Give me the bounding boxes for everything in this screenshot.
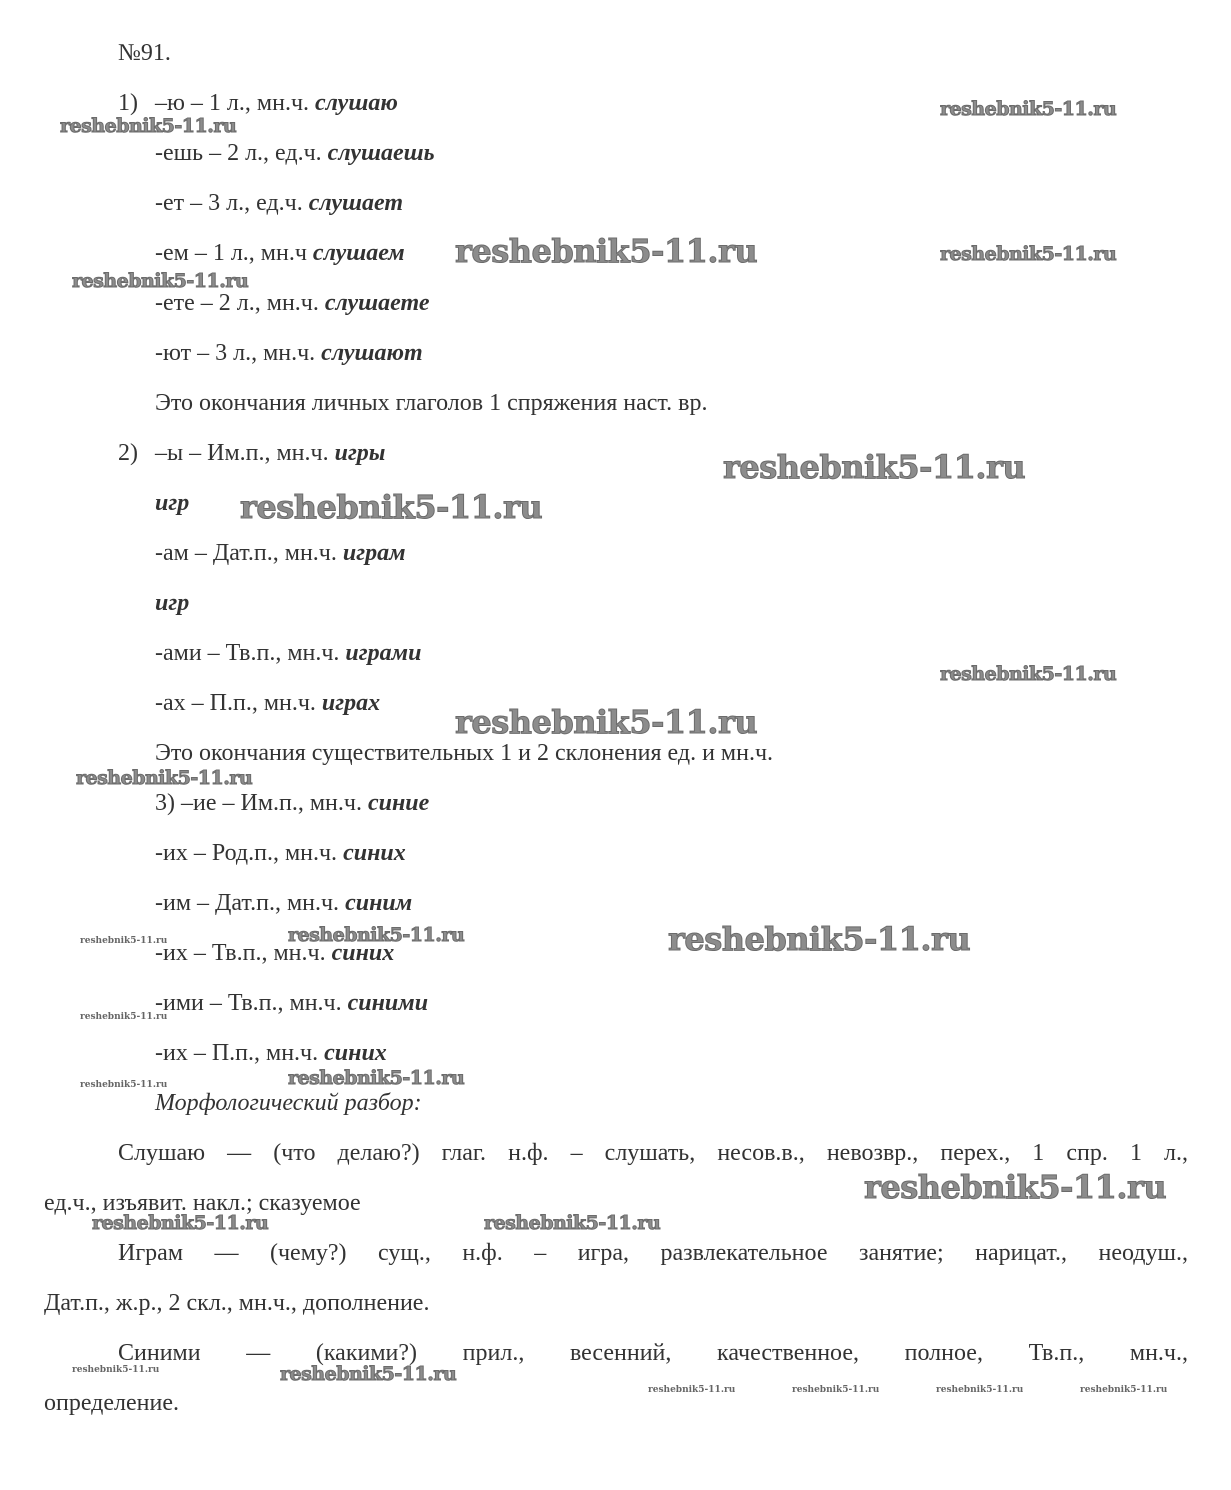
row <box>155 1038 387 1068</box>
word: слушаете <box>324 290 430 316</box>
row <box>155 288 430 318</box>
watermark: reshebnik5-11.ru <box>72 270 249 292</box>
watermark: reshebnik5-11.ru <box>240 488 543 526</box>
watermark: reshebnik5-11.ru <box>80 1012 168 1022</box>
ending: -им – Дат.п., мн.ч. <box>155 890 340 916</box>
morph-p2-line2: Дат.п., ж.р., 2 скл., мн.ч., дополнение. <box>44 1290 430 1316</box>
row <box>155 138 435 168</box>
row <box>155 538 406 568</box>
watermark: reshebnik5-11.ru <box>864 1168 1167 1206</box>
watermark: reshebnik5-11.ru <box>92 1212 269 1234</box>
section1-conclusion: Это окончания личных глаголов 1 спряжения наст. вр. <box>155 390 708 416</box>
ending: –ы – Им.п., мн.ч. <box>155 440 329 466</box>
morph-p3-line2: определение. <box>44 1390 180 1416</box>
word: синим <box>345 890 413 916</box>
word: игр <box>155 590 190 616</box>
morph-p1-line2: ед.ч., изъявит. накл.; сказуемое <box>44 1190 361 1216</box>
watermark: reshebnik5-11.ru <box>280 1363 457 1385</box>
row <box>155 338 423 368</box>
row <box>155 638 421 668</box>
ending: -ет – 3 л., ед.ч. <box>155 190 303 216</box>
ending: –ие – Им.п., мн.ч. <box>181 790 362 816</box>
ending: -ют – 3 л., мн.ч. <box>155 340 316 366</box>
word: слушает <box>308 190 404 216</box>
ending: -ете – 2 л., мн.ч. <box>155 290 319 316</box>
ending: -ем – 1 л., мн.ч <box>155 240 307 266</box>
watermark: reshebnik5-11.ru <box>288 1067 465 1089</box>
watermark: reshebnik5-11.ru <box>940 663 1117 685</box>
watermark: reshebnik5-11.ru <box>288 924 465 946</box>
row <box>155 188 403 218</box>
ending: -их – П.п., мн.ч. <box>155 1040 319 1066</box>
row <box>155 838 406 868</box>
watermark: reshebnik5-11.ru <box>940 98 1117 120</box>
morph-p1-line1: Слушаю — (что делаю?) глаг. н.ф. – слушать, несов.в., невозвр., перех., 1 спр. 1 л., <box>118 1140 1188 1166</box>
row <box>155 688 380 718</box>
watermark: reshebnik5-11.ru <box>723 448 1026 486</box>
word: синих <box>324 1040 387 1066</box>
watermark: reshebnik5-11.ru <box>484 1212 661 1234</box>
word: синих <box>343 840 406 866</box>
word: играм <box>342 540 406 566</box>
watermark: reshebnik5-11.ru <box>792 1385 880 1395</box>
word: слушают <box>321 340 423 366</box>
word: синих <box>331 940 395 966</box>
row <box>155 588 189 618</box>
ending: -их – Тв.п., мн.ч. <box>155 940 326 966</box>
section2-marker: 2) <box>118 440 138 466</box>
word: слушаю <box>315 90 398 116</box>
word: игры <box>334 440 386 466</box>
morph-p3-line1: Синими — (какими?) прил., весенний, качественное, полное, Тв.п., мн.ч., <box>118 1340 1188 1366</box>
row <box>155 238 405 268</box>
watermark: reshebnik5-11.ru <box>80 1080 168 1090</box>
word: слушаешь <box>327 140 435 166</box>
watermark: reshebnik5-11.ru <box>648 1385 736 1395</box>
watermark: reshebnik5-11.ru <box>1080 1385 1168 1395</box>
row <box>155 788 429 818</box>
section3-marker: 3) <box>155 790 175 816</box>
morph-heading: Морфологический разбор: <box>155 1090 422 1116</box>
watermark: reshebnik5-11.ru <box>76 767 253 789</box>
word: синие <box>367 790 430 816</box>
ending: –ю – 1 л., мн.ч. <box>155 90 310 116</box>
ending: -их – Род.п., мн.ч. <box>155 840 338 866</box>
morph-p2-line1: Играм — (чему?) сущ., н.ф. – игра, развлекательное занятие; нарицат., неодуш., <box>118 1240 1188 1266</box>
row <box>155 988 428 1018</box>
word: слушаем <box>312 240 405 266</box>
ending: -ами – Тв.п., мн.ч. <box>155 640 340 666</box>
ending: -ими – Тв.п., мн.ч. <box>155 990 342 1016</box>
section1-marker: 1) <box>118 90 138 116</box>
watermark: reshebnik5-11.ru <box>455 232 758 270</box>
word: игр <box>155 490 190 516</box>
ending: -ам – Дат.п., мн.ч. <box>155 540 337 566</box>
word: играх <box>321 690 381 716</box>
row <box>155 88 398 118</box>
watermark: reshebnik5-11.ru <box>936 1385 1024 1395</box>
exercise-number: №91. <box>118 40 171 66</box>
row <box>155 488 189 518</box>
ending: -ах – П.п., мн.ч. <box>155 690 316 716</box>
watermark: reshebnik5-11.ru <box>455 703 758 741</box>
watermark: reshebnik5-11.ru <box>80 936 168 946</box>
word: синими <box>347 990 429 1016</box>
watermark: reshebnik5-11.ru <box>668 920 971 958</box>
section2-conclusion: Это окончания существительных 1 и 2 склонения ед. и мн.ч. <box>155 740 774 766</box>
row <box>155 888 412 918</box>
watermark: reshebnik5-11.ru <box>60 115 237 137</box>
watermark: reshebnik5-11.ru <box>940 243 1117 265</box>
row <box>155 438 385 468</box>
watermark: reshebnik5-11.ru <box>72 1365 160 1375</box>
ending: -ешь – 2 л., ед.ч. <box>155 140 322 166</box>
word: играми <box>345 640 422 666</box>
